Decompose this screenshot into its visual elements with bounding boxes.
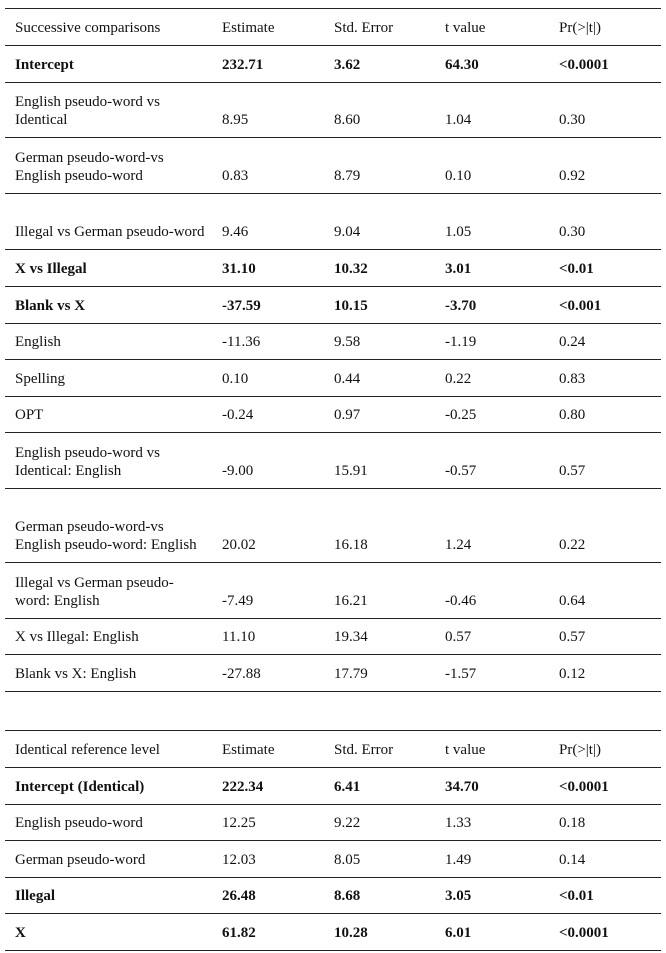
header-label: Successive comparisons: [5, 9, 212, 46]
table-body: [5, 9, 661, 692]
table-row: [5, 83, 661, 138]
std-error-cell: 0.44: [324, 360, 435, 397]
estimate-cell: 31.10: [212, 250, 324, 287]
table-row: [5, 433, 661, 489]
estimate-cell: 11.10: [212, 619, 324, 655]
row-label: English pseudo-word: [5, 805, 212, 841]
row-label: English pseudo-word vs Identical: [5, 83, 212, 138]
estimate-cell: -37.59: [212, 287, 324, 324]
std-error-cell: 9.58: [324, 324, 435, 360]
table-row: [5, 805, 661, 841]
std-error-cell: 0.97: [324, 397, 435, 433]
estimate-cell: 0.10: [212, 360, 324, 397]
std-error-cell: 16.18: [324, 489, 435, 563]
row-label: Illegal vs German pseudo-word: English: [5, 563, 212, 619]
t-value-cell: -0.25: [435, 397, 549, 433]
row-label: Blank vs X: [5, 287, 212, 324]
header-p-value: Pr(>|t|): [549, 9, 661, 46]
estimate-cell: -0.24: [212, 397, 324, 433]
header-estimate: Estimate: [212, 731, 324, 768]
header-std-error: Std. Error: [324, 9, 435, 46]
row-label: German pseudo-word: [5, 841, 212, 878]
header-t-value: t value: [435, 731, 549, 768]
t-value-cell: 3.05: [435, 878, 549, 914]
p-value-cell: <0.0001: [549, 46, 661, 83]
p-value-cell: 0.12: [549, 655, 661, 692]
p-value-cell: 0.92: [549, 138, 661, 194]
std-error-cell: 8.05: [324, 841, 435, 878]
table-row: [5, 563, 661, 619]
p-value-cell: <0.0001: [549, 914, 661, 951]
estimate-cell: 8.95: [212, 83, 324, 138]
table-row: [5, 841, 661, 878]
std-error-cell: 10.32: [324, 250, 435, 287]
estimate-cell: 12.25: [212, 805, 324, 841]
std-error-cell: 3.62: [324, 46, 435, 83]
identical-reference-table: [5, 730, 661, 951]
table-row: [5, 324, 661, 360]
t-value-cell: 34.70: [435, 768, 549, 805]
table-row: [5, 768, 661, 805]
std-error-cell: 10.28: [324, 914, 435, 951]
estimate-cell: 9.46: [212, 194, 324, 250]
std-error-cell: 8.60: [324, 83, 435, 138]
p-value-cell: <0.0001: [549, 768, 661, 805]
std-error-cell: 17.79: [324, 655, 435, 692]
p-value-cell: 0.57: [549, 433, 661, 489]
table-row: [5, 360, 661, 397]
t-value-cell: -0.57: [435, 433, 549, 489]
std-error-cell: 9.04: [324, 194, 435, 250]
header-std-error: Std. Error: [324, 731, 435, 768]
p-value-cell: 0.30: [549, 194, 661, 250]
t-value-cell: 6.01: [435, 914, 549, 951]
std-error-cell: 16.21: [324, 563, 435, 619]
row-label: German pseudo-word-vs English pseudo-word: English: [5, 489, 212, 563]
estimate-cell: 20.02: [212, 489, 324, 563]
t-value-cell: 1.49: [435, 841, 549, 878]
row-label: X vs Illegal: [5, 250, 212, 287]
estimate-cell: -9.00: [212, 433, 324, 489]
table-row: [5, 194, 661, 250]
p-value-cell: 0.80: [549, 397, 661, 433]
p-value-cell: 0.22: [549, 489, 661, 563]
t-value-cell: 1.05: [435, 194, 549, 250]
row-label: Blank vs X: English: [5, 655, 212, 692]
p-value-cell: <0.001: [549, 287, 661, 324]
t-value-cell: 0.22: [435, 360, 549, 397]
row-label: Intercept: [5, 46, 212, 83]
row-label: Illegal vs German pseudo-word: [5, 194, 212, 250]
p-value-cell: 0.30: [549, 83, 661, 138]
estimate-cell: 61.82: [212, 914, 324, 951]
t-value-cell: 1.04: [435, 83, 549, 138]
estimate-cell: 12.03: [212, 841, 324, 878]
row-label: X vs Illegal: English: [5, 619, 212, 655]
std-error-cell: 9.22: [324, 805, 435, 841]
header-row: [5, 731, 661, 768]
header-t-value: t value: [435, 9, 549, 46]
t-value-cell: 0.10: [435, 138, 549, 194]
std-error-cell: 8.79: [324, 138, 435, 194]
p-value-cell: 0.57: [549, 619, 661, 655]
table-row: [5, 287, 661, 324]
header-estimate: Estimate: [212, 9, 324, 46]
row-label: Illegal: [5, 878, 212, 914]
successive-comparisons-table: [5, 8, 661, 692]
table-row: [5, 138, 661, 194]
table-row: [5, 46, 661, 83]
table-row: [5, 489, 661, 563]
p-value-cell: 0.14: [549, 841, 661, 878]
table-row: [5, 914, 661, 951]
row-label: German pseudo-word-vs English pseudo-word: [5, 138, 212, 194]
estimate-cell: 222.34: [212, 768, 324, 805]
table-row: [5, 250, 661, 287]
table-row: [5, 397, 661, 433]
estimate-cell: -7.49: [212, 563, 324, 619]
table-row: [5, 655, 661, 692]
t-value-cell: 0.57: [435, 619, 549, 655]
t-value-cell: -1.19: [435, 324, 549, 360]
p-value-cell: 0.18: [549, 805, 661, 841]
p-value-cell: 0.64: [549, 563, 661, 619]
t-value-cell: 64.30: [435, 46, 549, 83]
estimate-cell: 232.71: [212, 46, 324, 83]
header-label: Identical reference level: [5, 731, 212, 768]
estimate-cell: 0.83: [212, 138, 324, 194]
t-value-cell: -0.46: [435, 563, 549, 619]
std-error-cell: 10.15: [324, 287, 435, 324]
table-row: [5, 878, 661, 914]
row-label: English: [5, 324, 212, 360]
table-body: [5, 731, 661, 951]
header-p-value: Pr(>|t|): [549, 731, 661, 768]
std-error-cell: 8.68: [324, 878, 435, 914]
row-label: OPT: [5, 397, 212, 433]
std-error-cell: 6.41: [324, 768, 435, 805]
p-value-cell: <0.01: [549, 878, 661, 914]
estimate-cell: -27.88: [212, 655, 324, 692]
estimate-cell: -11.36: [212, 324, 324, 360]
std-error-cell: 15.91: [324, 433, 435, 489]
header-row: [5, 9, 661, 46]
row-label: English pseudo-word vs Identical: English: [5, 433, 212, 489]
row-label: X: [5, 914, 212, 951]
p-value-cell: <0.01: [549, 250, 661, 287]
std-error-cell: 19.34: [324, 619, 435, 655]
table-row: [5, 619, 661, 655]
row-label: Spelling: [5, 360, 212, 397]
p-value-cell: 0.24: [549, 324, 661, 360]
estimate-cell: 26.48: [212, 878, 324, 914]
p-value-cell: 0.83: [549, 360, 661, 397]
row-label: Intercept (Identical): [5, 768, 212, 805]
t-value-cell: -3.70: [435, 287, 549, 324]
t-value-cell: 1.24: [435, 489, 549, 563]
t-value-cell: -1.57: [435, 655, 549, 692]
t-value-cell: 3.01: [435, 250, 549, 287]
t-value-cell: 1.33: [435, 805, 549, 841]
